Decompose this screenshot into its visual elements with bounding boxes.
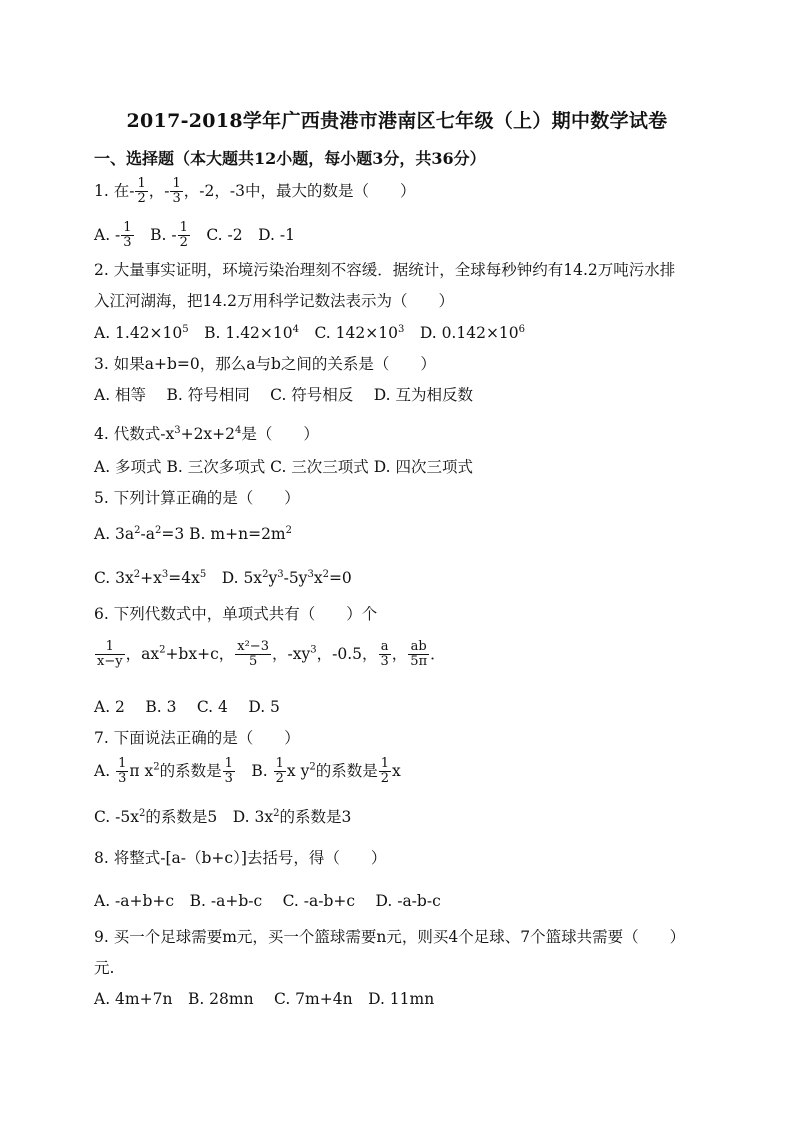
question-6-expressions: $\frac{1}{x-y}$ ，$ax^2+bx+c$， $\frac{\text{x²−3}}{5}$ ，$-xy^3$，-0.5， $\frac{a}{3}$ ， $\frac{ab}{5\pi}$ ． (97, 639, 446, 670)
question-6-options: A. 2 B. 3 C. 4 D. 5 (94, 698, 280, 716)
question-8-options: A. -a+b+c B. -a+b-c C. -a-b+c D. -a-b-c (94, 892, 441, 910)
question-5-options-ab: A. $3a^2-a^2=3$ B. $m+n=2m^2$ (94, 524, 293, 543)
fraction: $\frac{1}{2}$ (179, 220, 188, 251)
fraction: $\frac{1}{2}$ (275, 756, 284, 787)
question-1-stem: 1. 在- $\frac{1}{2}$ ，- $\frac{1}{3}$ ，-2，-3中，最大的数是（ ） (94, 176, 416, 207)
question-1-options: A. - $\frac{1}{3}$ B. - $\frac{1}{2}$ C. -2 D. -1 (94, 220, 295, 251)
fraction: $\frac{1}{3}$ (224, 756, 233, 787)
exam-title: 2017-2018学年广西贵港市港南区七年级（上）期中数学试卷 (126, 110, 668, 132)
question-7-options-ab: A. $\frac{1}{3}$ π $x^2$的系数是 $\frac{1}{3}$ B. $\frac{1}{2}$ x $y^2$的系数是 $\frac{1}{2}$ x (94, 756, 401, 787)
question-3-options: A. 相等 B. 符号相同 C. 符号相反 D. 互为相反数 (94, 386, 473, 404)
question-4-stem: 4. 代数式$-x^3+2x+2^4$是（ ） (94, 424, 319, 443)
fraction: $\frac{a}{3}$ (380, 639, 389, 670)
question-5-stem: 5. 下列计算正确的是（ ） (94, 489, 300, 507)
fraction: $\frac{1}{3}$ (172, 176, 181, 207)
question-7-stem: 7. 下面说法正确的是（ ） (94, 729, 300, 747)
question-9-options: A. 4m+7n B. 28mn C. 7m+4n D. 11mn (94, 990, 435, 1008)
fraction: $\frac{1}{3}$ (118, 756, 127, 787)
question-4-options: A. 多项式 B. 三次多项式 C. 三次三项式 D. 四次三项式 (94, 458, 473, 476)
fraction: $\frac{1}{2}$ (380, 756, 390, 787)
question-5-options-cd: C. $3x^2+x^3=4x^5$ D. $5x^2y^3-5y^3x^2=0$ (94, 568, 352, 587)
question-9-stem-line1: 9. 买一个足球需要m元，买一个篮球需要n元，则买4个足球、7个篮球共需要（ ） (94, 928, 686, 946)
question-6-stem: 6. 下列代数式中，单项式共有（ ）个 (94, 605, 378, 623)
fraction: $\frac{1}{3}$ (123, 220, 132, 251)
question-2-stem-line2: 入江河湖海，把14.2万用科学记数法表示为（ ） (94, 292, 455, 310)
question-8-stem: 8. 将整式-[a-（b+c）]去括号，得（ ） (94, 849, 387, 867)
question-9-stem-line2: 元. (94, 959, 115, 977)
question-7-options-cd: C. $-5x^2$的系数是5 D. $3x^2$的系数是3 (94, 807, 352, 826)
section-heading: 一、选择题（本大题共12小题，每小题3分，共36分） (94, 149, 486, 168)
question-2-stem-line1: 2. 大量事实证明，环境污染治理刻不容缓．据统计，全球每秒钟约有14.2万吨污水排 (94, 261, 676, 279)
question-2-options: A. $1.42\times 10^5$ B. $1.42\times 10^4$ C. $142\times 10^3$ D. $0.142\times 10^6$ (94, 323, 526, 342)
fraction: $\frac{1}{2}$ (137, 176, 146, 207)
fraction: $\frac{1}{x-y}$ (97, 639, 123, 670)
fraction: $\frac{ab}{5\pi}$ (410, 639, 428, 670)
question-3-stem: 3. 如果a+b=0，那么a与b之间的关系是（ ） (94, 355, 436, 373)
fraction: $\frac{\text{x²−3}}{5}$ (237, 639, 269, 670)
